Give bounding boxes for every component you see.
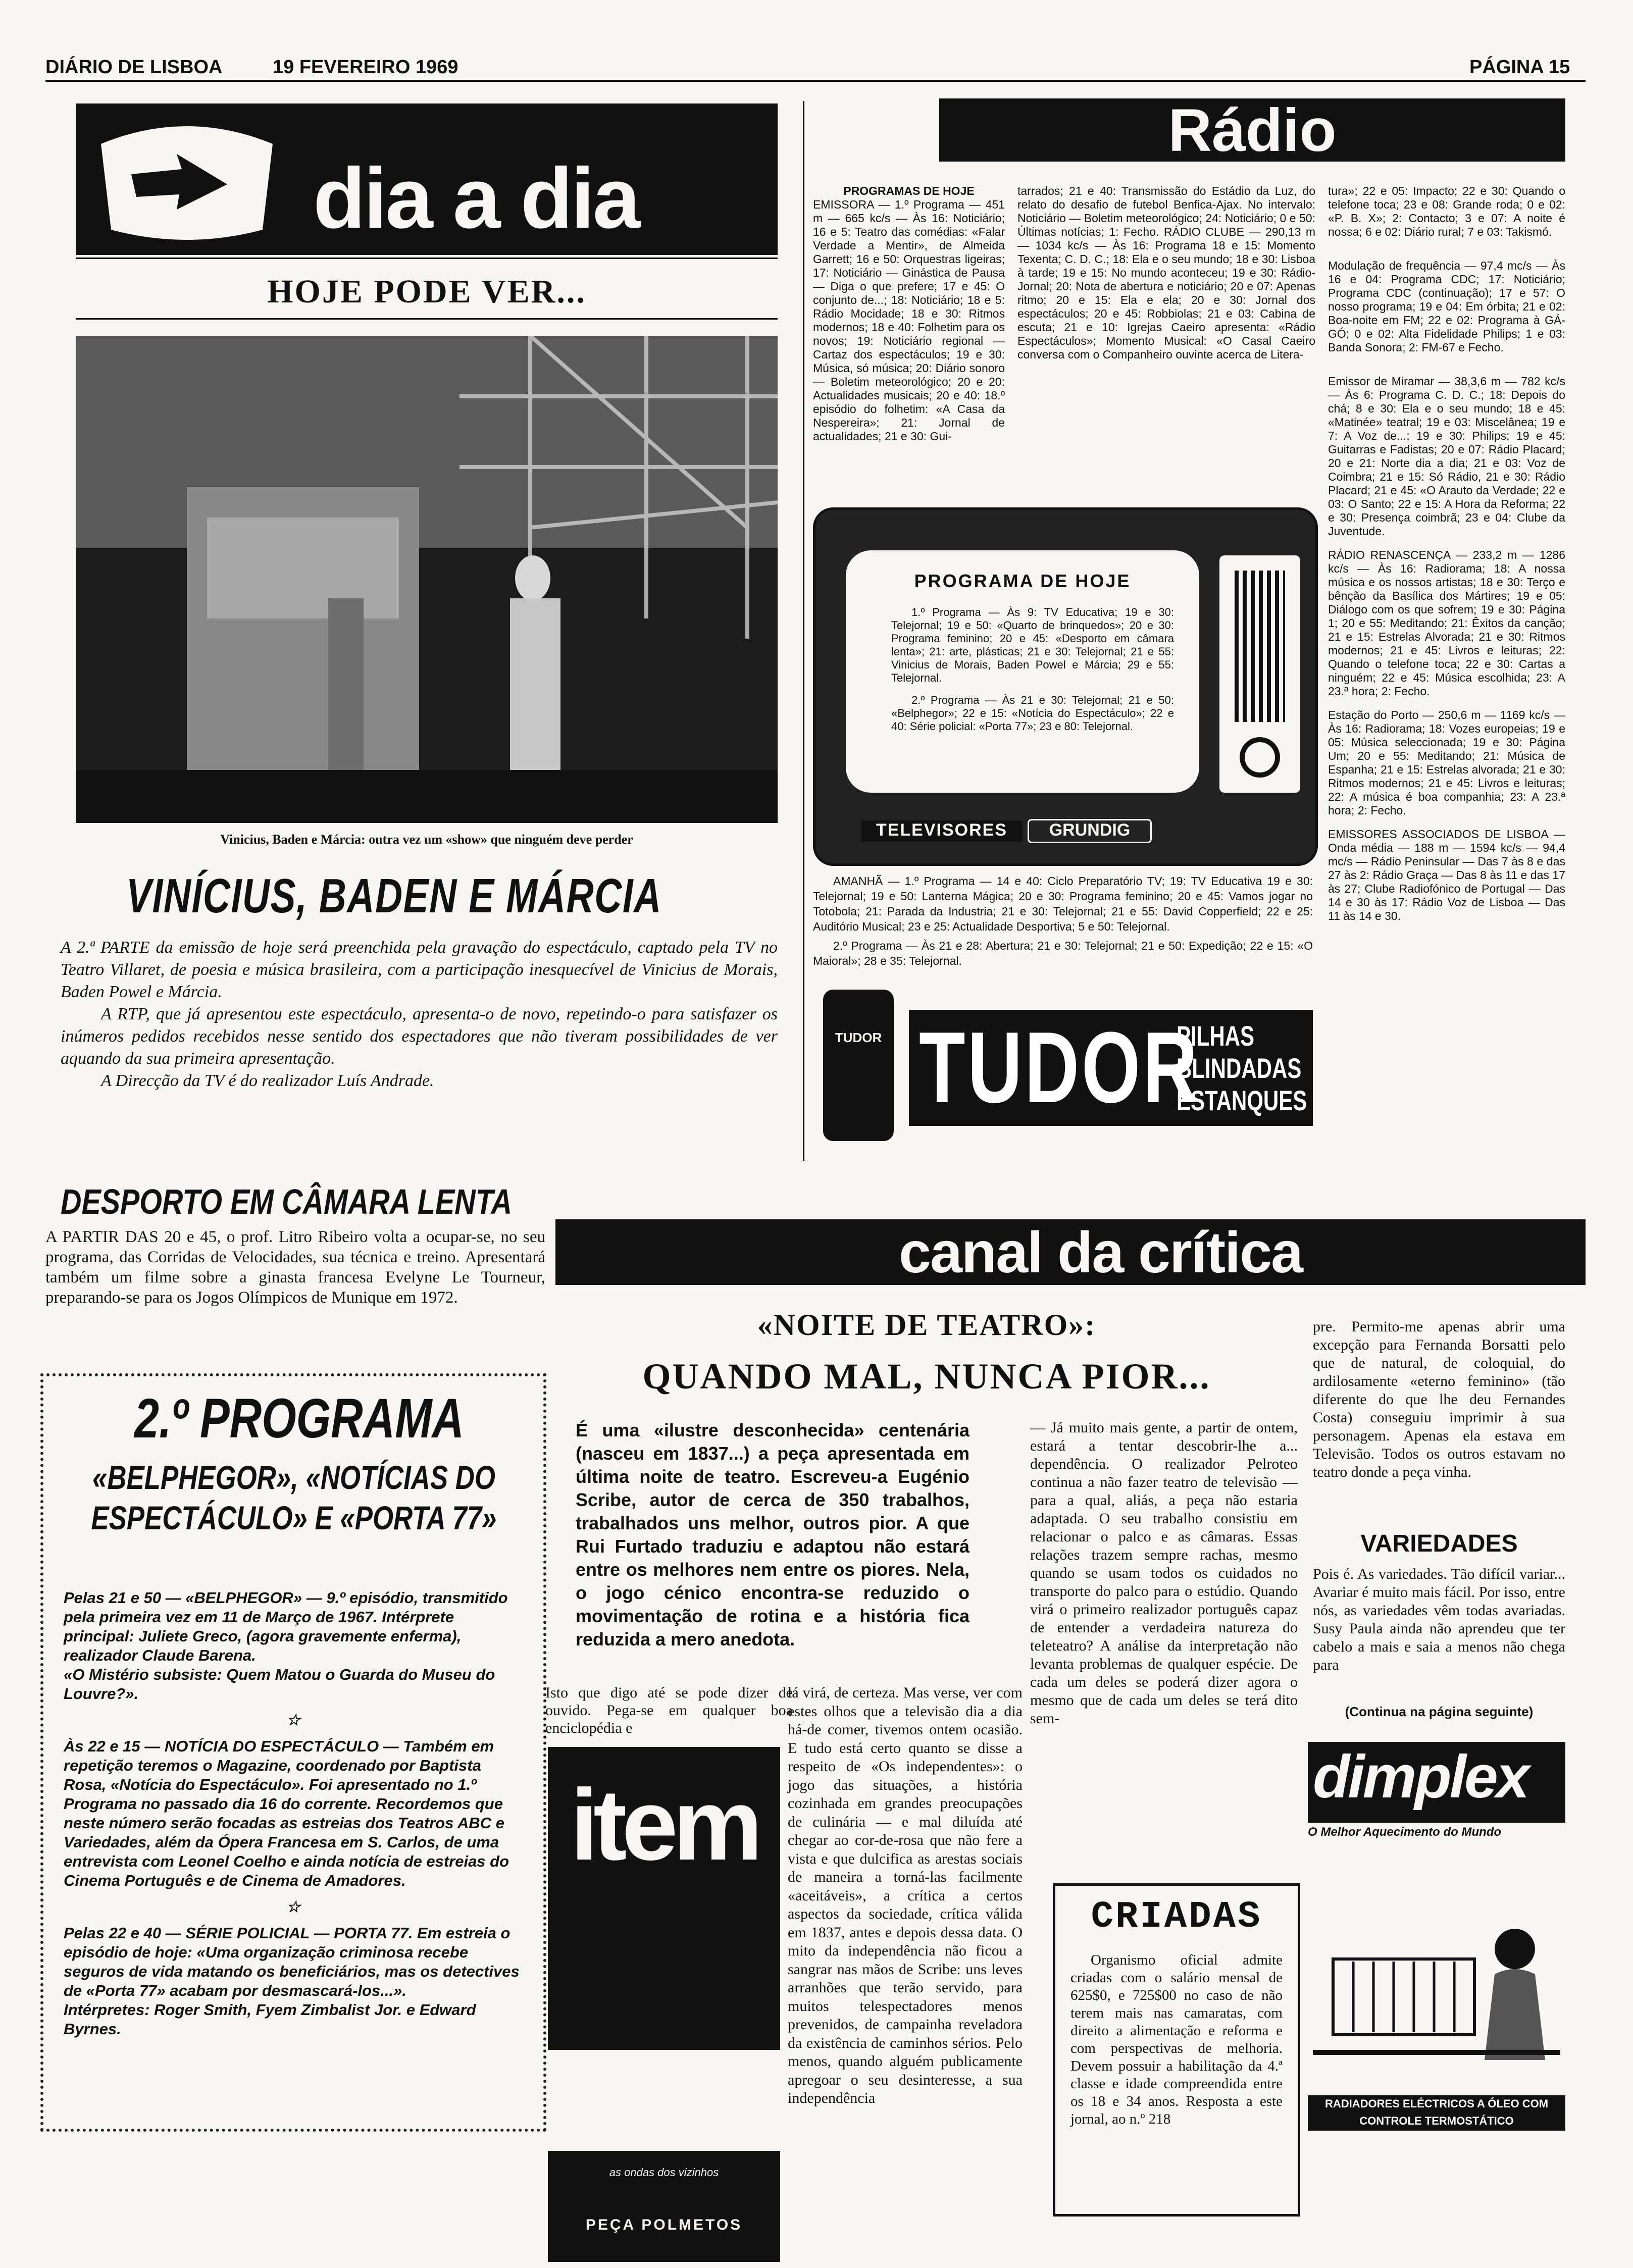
dia-a-dia-banner (76, 104, 778, 255)
photo-caption: Vinicius, Baden e Márcia: outra vez um «show» que ninguém deve perder (220, 832, 633, 847)
tv-knob-icon (1240, 737, 1280, 778)
concert-photo (76, 336, 778, 823)
stage-scaffold-illustration (76, 336, 778, 823)
criadas-ad (1053, 1883, 1300, 2217)
radio-emissores-listing: EMISSORES ASSOCIADOS DE LISBOA — Onda média — 188 m — 1594 kc/s — 94,4 mc/s — Rádio Peninsular — Das 7 às 8 e das 27 às 2: Rádio Graça — Das 8 às 11 e das 17 às 27; Clube Radiofónico de Portugal — Das 14 e 30 às 17: Rádio Voz de Lisboa — Das 11 às 14 e 30. (1328, 828, 1565, 922)
dimplex-ad (1308, 1742, 1565, 2156)
critica-column-a: Isto que digo até se pode dizer de ouvido. Pega-se em qualquer boa enciclopédia e (545, 1684, 793, 1736)
porta77-paragraph: Pelas 22 e 40 — SÉRIE POLICIAL — PORTA 77. Em estreia o episódio de hoje: «Uma organização criminosa recebe seguros de vida matando os beneficiários, mas os detectives de «Porta 77» acabam por desmascará-los...». (64, 1924, 520, 1999)
subhead-rule (76, 318, 778, 320)
tudor-tagline (1177, 1020, 1307, 1117)
radio-programas-heading: PROGRAMAS DE HOJE (843, 184, 975, 197)
radio-miramar-listing: Emissor de Miramar — 38,3,6 m — 782 kc/s — Às 6: Programa C. D. C.; 18: Depois do chá; 8 e 30: Ela e o seu mundo; 18 e 45: «Matinée» teatral; 19 e 03: Miscelânea; 19 e 7: A Voz de...; 19 e 30: Philips; 19 e 45: Guitarras e Fadistas; 20 e 07: Rádio Placard; 20 e 21: Norte dia a dia; 21 e 03: Voz de Coimbra; 21 e 15: Só Rádio, 21 e 30: Rádio Placard; 21 e 45: «O Arauto da Verdade; 22 e 03: O Santo; 22 e 15: A Hora da Reforma; 22 e 30: Presença coimbrã; 23 e 04: Clube da Juventude. (1328, 375, 1565, 538)
continua-note: (Continua na página seguinte) (1345, 1704, 1534, 1719)
star-divider-1: ☆ (286, 1711, 300, 1729)
issue-date: 19 FEVEREIRO 1969 (273, 57, 458, 78)
tv-control-panel (1219, 555, 1300, 793)
porta77-interpretes: Intérpretes: Roger Smith, Fyem Zimbalist Jor. e Edward Byrnes. (64, 2001, 476, 2038)
star-divider-2: ☆ (286, 1898, 300, 1916)
grundig-logo: GRUNDIG (1028, 819, 1152, 843)
tv-set-frame (813, 507, 1318, 866)
criadas-body: Organismo oficial admite criadas com o salário mensal de 625$0, e 725$00 no caso de não terem mais nas camaratas, com direito a alimentação e reforma e com perspectivas de melhoria. Devem possuir a habilitação da 4.ª classe e idade compreendida entre os 18 e 34 anos. Resposta a este jornal, ao n.º 218 (1070, 1952, 1283, 2127)
tv-programa-list (891, 606, 1174, 733)
vinicius-paragraph-1: A 2.ª PARTE da emissão de hoje será preenchida pela gravação do espectáculo, captado pela TV no Teatro Villaret, de poesia e música brasileira, com a participação inesquecível de Vinicius de Morais, Baden Powel e Márcia. (61, 938, 778, 1001)
segundo-programa-title: 2.º PROGRAMA (134, 1387, 465, 1450)
canal-da-critica-banner (555, 1219, 1586, 1285)
criadas-title: CRIADAS (1091, 1896, 1262, 1938)
belphegor-paragraph: Pelas 21 e 50 — «BELPHEGOR» — 9.º episódio, transmitido pela primeira vez em 11 de Março de 1967. Intérprete principal: Juliete Greco, (agora gravemente enferma), realizador Claude Barena. (64, 1589, 508, 1664)
tv-programa-title: PROGRAMA DE HOJE (914, 571, 1131, 591)
battery-label: TUDOR (835, 1030, 882, 1045)
tudor-banner (909, 1010, 1313, 1126)
hoje-pode-ver-heading: HOJE PODE VER... (267, 273, 586, 310)
dimplex-tagline: O Melhor Aquecimento do Mundo (1308, 1825, 1502, 1839)
segundo-programa-box (40, 1373, 546, 2132)
critica-column-d: pre. Permito-me apenas abrir uma excepção para Fernanda Borsatti pelo que de natural, de coloquial, do ardilosamente «eterno feminino» (tão diferente do que lhe deu Fernandes Costa) conseguiu imprimir à sua personagem. Apenas ela estava em Televisão. Todos os outros estavam no teatro donde a peça vinha. (1313, 1318, 1565, 1480)
header-rule (45, 80, 1586, 82)
radio-column-1 (813, 184, 1005, 443)
critica-headline-1: «NOITE DE TEATRO»: (757, 1308, 1096, 1342)
segundo-programa-body (64, 1588, 523, 2039)
tudor-ad (818, 980, 1323, 1151)
column-rule (803, 101, 804, 1161)
radio-banner (939, 98, 1565, 162)
critica-headline-2: QUANDO MAL, NUNCA PIOR... (642, 1356, 1211, 1397)
critica-lead: É uma «ilustre desconhecida» centenária (nasceu em 1837...) a peça apresentada em última noite de teatro. Escreveu-a Eugénio Scribe, autor de cerca de 350 trabalhos, trabalhados uns melhor, outros pior. A que Rui Furtado traduziu e adaptou não estará entre os melhores nem entre os piores. Nela, o jogo cénico encontra-se reduzido o movimentação de rotina e a história fica reduzida a mero anedota. (576, 1420, 969, 1650)
vinicius-headline: VINÍCIUS, BADEN E MÁRCIA (126, 869, 662, 923)
radio-emissora-listing: EMISSORA — 1.º Programa — 451 m — 665 kc/s — Às 16: Noticiário; 16 e 5: Teatro das comédias: «Falar Verdade a Mentir», de Almeida Garrett; 16 e 50: Orquestras ligeiras; 17: Noticiário — Ginástica de Pausa — Diga o que prefere; 17 e 45: O conjunto de...; 18: Noticiário; 18 e 5: Rádio Mocidade; 18 e 30: Ritmos modernos; 18 e 40: Folhetim para os novos; 19: Noticiário regional — Cartaz dos espectáculos; 19 e 30: Música, só música; 20: Diário sonoro — Boletim meteorológico; 20 e 20: Actualidades musicais; 20 e 40: 18.º episódio do folhetim: «A Casa da Nespereira»; 21: Jornal de actualidades; 21 e 30: Gui- (813, 198, 1005, 443)
radio-column-3 (1328, 184, 1565, 923)
vinicius-paragraph-2: A RTP, que já apresentou este espectáculo, apresenta-o de novo, repetindo-o para satisfazer os inúmeros pedidos recebidos nesse sentido dos espectadores que não tiveram possibilidades de ver aquando da sua primeira apresentação. (61, 1005, 778, 1068)
tv-primeiro-programa: 1.º Programa — Às 9: TV Educativa; 19 e 30: Telejornal; 19 e 50: «Quarto de brinquedos»; 20 e 30: Programa feminino; 20 e 45: «Desporto em câmara lenta»; 21: arte, plásticas; 21 e 30: Telejornal; 21 e 55: Vinicius de Morais, Baden Powel e Márcia; 29 e 55: Telejornal. (891, 606, 1174, 684)
vinicius-article (61, 937, 778, 1092)
radiator-illustration (1313, 1848, 1560, 2080)
radio-renascenca-listing: RÁDIO RENASCENÇA — 233,2 m — 1286 kc/s — Às 16: Radiorama; 18: A nossa música e os nossos artistas; 18 e 30: Terço e bênção da Basílica dos Mártires; 19 e 05: Diálogo com os que sofrem; 19 e 30: Página 1; 20 e 55: Meditando; 21: Êxitos da canção; 21 e 15: Estrelas Alvorada; 21 e 30: Ritmos modernos; 21 e 45: Livros e leituras; 22: Quando o telefone toca; 22 e 30: Cartas a ninguém; 22 e 45: Música escolhida; 23: A 23.ª hora; 2: Fecho. (1328, 548, 1565, 698)
noticia-paragraph: Às 22 e 15 — NOTÍCIA DO ESPECTÁCULO — Também em repetição teremos o Magazine, coordenado por Baptista Rosa, «Notícia do Espectáculo». Foi apresentado no 1.º Programa no passado dia 16 do corrente. Recordemos que neste número serão focadas as estreias dos Teatros ABC e Variedades, além da Ópera Francesa em S. Carlos, de uma entrevista com Leonel Coelho e ainda notícia de estreias do Cinema Português e de Cinema de Amadores. (64, 1737, 509, 1889)
critica-column-b: lá virá, de certeza. Mas verse, ver com estes olhos que a televisão dia a dia há-de comer, tivemos ontem ocasião. E tudo está certo quanto se disse a respeito de «Os independentes»: o jogo das situações, a história cozinhada em grandes preocupações de culinária — e mal diluída até chegar ao cor-de-rosa que não fere a vista e que dulcifica as arestas sociais de maneira a torná-las facilmente «aceitáveis», a crítica a certos aspectos da sociedade, crítica válida em 1837, antes e depois dessa data. O mito da independência não ficou a sangrar nas mãos de Scribe: uns leves arranhões que terão servido, para muitos telespectadores menos prevenidos, de campainha reveladora da existência de caminhos sérios. Pelo menos, quando alguém publicamente apregoar o seu desinteresse, a sua independência (788, 1684, 1023, 2106)
item-ad-tagline: as ondas dos vizinhos (609, 2166, 719, 2179)
tv-screen-logo-icon (91, 114, 283, 245)
radio-column-2: tarrados; 21 e 40: Transmissão do Estádio da Luz, do relato do desafio de futebol Benfica-Ajax. No intervalo: Noticiário — Boletim meteorológico; 24: Noticiário; 0 e 50: Últimas notícias; 1: Fecho. RÁDIO CLUBE — 290,13 m — 1034 kc/s — Às 16: Programa 18 e 15: Momento Texenta; C. D. C.; 18: Ela e o seu mundo; 18 e 30: Lisboa à tarde; 19 e 15: No mundo aconteceu; 19 e 30: Rádio-Jornal; 20: Nota de abertura e noticiário; 20 e 07: Apenas ritmo; 20 e 15: Ela e ela; 20 e 30: Jornal dos espectáculos; 20 e 45: Robbiolas; 21 e 03: Cabina de escuta; 21 e 10: Igrejas Caeiro apresenta: «Rádio Espectáculos»; Momento Musical: «O Casal Caeiro conversa com o Companheiro ouvinte acerca de Litera- (1017, 184, 1315, 361)
item-logo: item (570, 1769, 758, 1881)
belphegor-quote: «O Mistério subsiste: Quem Matou o Guarda do Museu do Louvre?». (64, 1666, 495, 1703)
desporto-headline: DESPORTO EM CÂMARA LENTA (61, 1182, 512, 1221)
item-ad-panel (548, 2050, 780, 2151)
tudor-tagline-1: PILHAS (1177, 1020, 1255, 1052)
banner-rule (76, 257, 778, 259)
segundo-programa-subtitle: «BELPHEGOR», «NOTÍCIAS DO ESPECTÁCULO» E «PORTA 77» (91, 1459, 497, 1536)
tv-amanha-segundo: 2.º Programa — Às 21 e 28: Abertura; 21 e 30: Telejornal; 21 e 50: Expedição; 22 e 15: «O Maioral»; 28 e 35: Telejornal. (813, 939, 1313, 967)
radio-porto-listing: Estação do Porto — 250,6 m — 1169 kc/s — Às 16: Radiorama; 18: Vozes europeias; 19 e 05: Música seleccionada; 19 e 30: Página Um; 20 e 55: Meditando; 21: Música de Espanha; 21 e 15: Estrelas alvorada; 21 e 30: Ritmos modernos; 21 e 45: Livros e leituras; 22: A música é boa companhia; 23: A 23.ª hora; 2: Fecho. (1328, 708, 1565, 817)
speaker-grille-icon (1235, 571, 1285, 722)
tudor-logo: TUDOR (919, 1011, 1200, 1124)
tv-screen (846, 550, 1199, 793)
variedades-heading: VARIEDADES (1360, 1530, 1518, 1557)
page-number: PÁGINA 15 (1469, 57, 1570, 78)
tudor-tagline-2: BLINDADAS (1177, 1052, 1302, 1084)
radio-title: Rádio (1168, 96, 1337, 164)
variedades-body: Pois é. As variedades. Tão difícil variar... Avariar é muito mais fácil. Por isso, entre nós, as variedades vêm todas avariadas. Susy Paula ainda não aprendeu que ter cabelo a mais e saia a menos não chega para (1313, 1566, 1565, 1673)
dia-a-dia-title: dia a dia (313, 150, 639, 246)
tudor-tagline-3: ESTANQUES (1177, 1085, 1307, 1116)
desporto-body: A PARTIR DAS 20 e 45, o prof. Litro Ribeiro volta a ocupar-se, no seu programa, das Corridas de Velocidades, sua técnica e treino. Apresentará também um filme sobre a ginasta francesa Evelyne Le Tourneur, preparando-se para os Jogos Olímpicos de Munique em 1972. (45, 1228, 545, 1307)
tv-amanha-primeiro: AMANHÃ — 1.º Programa — 14 e 40: Ciclo Preparatório TV; 19: TV Educativa 19 e 30: Telejornal; 19 e 50: Lanterna Mágica; 20 e 30: Programa feminino; 20 e 45: Vamos jogar no Totobola; 21: Parada da Industria; 21 e 30: Telejornal; 21 e 55: David Copperfield; 22 e 25: Auditório Musical; 23 e 25: Actualidade Desportiva; 5 e 50: Telejornal. (813, 874, 1313, 933)
newspaper-name: DIÁRIO DE LISBOA (45, 57, 223, 78)
dimplex-footer: RADIADORES ELÉCTRICOS A ÓLEO COM CONTROLE TERMOSTÁTICO (1308, 2095, 1565, 2131)
radio-listing-continued: tura»; 22 e 05: Impacto; 22 e 30: Quando o telefone toca; 23 e 08: Grande roda; 0 e 02: «P. B. X»; 2: Contacto; 3 e 07: A noite é nossa; 6 e 02: Diário rural; 7 e 03: Takismó. (1328, 184, 1565, 238)
battery-icon (823, 990, 894, 1141)
dimplex-logo-block (1308, 1742, 1565, 1823)
dimplex-logo: dimplex (1313, 1743, 1528, 1811)
radio-fm-listing: Modulação de frequência — 97,4 mc/s — Às 16 e 04: Programa CDC; 17: Noticiário; Programa CDC (continuação); 17 e 57: O nosso programa; 19 e 04: Em órbita; 21 e 02: Boa-noite em FM; 22 e 02: Programa à GÁ-GÓ; 0 e 02: Alta Fidelidade Philips; 1 e 03: Banda Sonora; 2: FM-67 e Fecho. (1328, 259, 1565, 354)
critica-column-c: — Já muito mais gente, a partir de ontem, estará a tentar descobrir-lhe a... dependência. O realizador Pelroteo continua a não fazer teatro de televisão — para a qual, aliás, a peça não estaria adaptada. O seu trabalho consistiu em relacionar o palco e as câmaras. Essas relações trazem sempre rachas, mesmo quando se usam todos os cuidados no transporte do palco para o estúdio. Quando virá o primeiro realizador português capaz de entender a verdadeira natureza do teleteatro? A análise da interpretação não levanta problemas de qualquer espécie. De cada um deles se poderá dizer agora o mesmo que de cada um deles se terá dito sem- (1030, 1419, 1298, 1727)
canal-da-critica-title: canal da crítica (899, 1220, 1302, 1285)
tv-segundo-programa: 2.º Programa — Às 21 e 30: Telejornal; 21 e 50: «Belphegor»; 22 e 15: «Notícia do Espectáculo»; 22 e 40: Série policial: «Porta 77»; 23 e 80: Telejornal. (891, 694, 1174, 733)
vinicius-paragraph-3: A Direcção da TV é do realizador Luís Andrade. (101, 1071, 434, 1090)
tv-amanha (813, 873, 1313, 968)
item-ad-footer: PEÇA POLMETOS (585, 2217, 743, 2233)
item-ad (548, 1747, 780, 2262)
televisores-label: TELEVISORES (861, 820, 1023, 842)
